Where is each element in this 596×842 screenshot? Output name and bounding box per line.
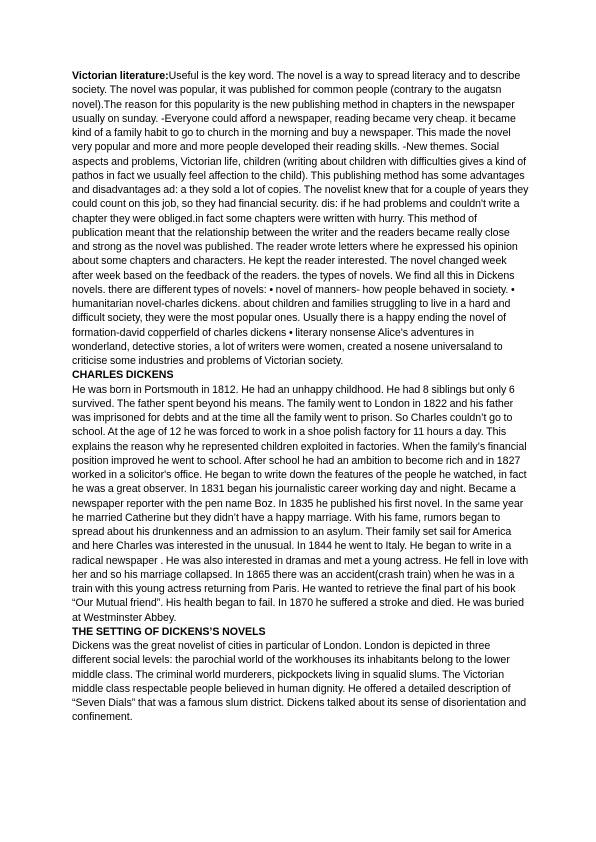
document-page <box>72 69 529 725</box>
section-heading-setting: THE SETTING OF DICKENS’S NOVELS <box>72 625 266 638</box>
charles-dickens-paragraph: He was born in Portsmouth in 1812. He had an unhappy childhood. He had 8 siblings but only 6 survived. The father spent beyond his means. The family went to London in 1822 and his father was imprisoned for debts and at the time all the family went to prison. So Charles couldn’t go to school. At the age of 12 he was forced to work in a shoe polish factory for 11 hours a day. This explains the reason why he represented children exploited in factories. When the family’s financial position improved he went to school. After school he had an ambition to become rich and in 1827 worked in a solicitor's office. He began to write down the features of the people he watched, in fact he was a great observer. In 1831 began his journalistic career working day and night. Became a newspaper reporter with the pen name Boz. In 1835 he published his first novel. In the same year he married Catherine but they didn’t have a happy marriage. With his fame, rumors began to spread about his drunkenness and an admission to an asylum. Their family set sail for America and here Charles was interested in the unusual. In 1844 he went to Italy. He began to write in a radical newspaper . He was also interested in dramas and met a young actress. He fell in love with her and so his marriage collapsed. In 1865 there was an accident(crash train) when he was in a train with this young actress returning from Paris. He wanted to retrieve the final part of his book “Our Mutual friend”. His health began to fail. In 1870 he suffered a stroke and died. He was buried at Westminster Abbey. <box>72 383 529 624</box>
setting-paragraph: Dickens was the great novelist of cities in particular of London. London is depicted in three different social levels: the parochial world of the workhouses its inhabitants belong to the lower middle class. The criminal world murderers, pickpockets living in squalid slums. The Victorian middle class respectable people believed in human dignity. He offered a detailed description of “Seven Dials” that was a famous slum district. Dickens talked about its sense of disorientation and confinement. <box>72 640 527 724</box>
section-heading-charles-dickens: CHARLES DICKENS <box>72 369 174 382</box>
intro-paragraph <box>72 69 529 368</box>
intro-lead: Victorian literature: <box>72 70 169 82</box>
intro-text: Useful is the key word. The novel is a way to spread literacy and to describe society. The novel was popular, it was published for common people (contrary to the augatsn novel).The reason for this popularity is the new publishing method in chapters in the newspaper usually on sunday. -Everyone could afford a newspaper, reading became very cheap. it became kind of a family habit to go to church in the morning and buy a newspaper. This made the novel very popular and more and more people developed their reading skills. -New themes. Social aspects and problems, Victorian life, children (writing about children with difficulties gives a kind of pathos in fact we usually feel affection to the child). This publishing method has some advantages and disadvantages ad: a they sold a lot of copies. The novelist knew that for a couple of years they could count on this job, so they had financial security. dis: if he had problems and couldn't write a chapter they were obliged.in fact some chapters were written with hurry. This method of publication meant that the relationship between the writer and the readers became really close and strong as the novel was published. The reader wrote letters where he expressed his opinion about some chapters and characters. He kept the reader interested. The novel changed week after week based on the feedback of the readers. the types of novels. We find all this in Dickens novels. there are different types of novels: • novel of manners- how people behaved in society. • humanitarian novel-charles dickens. about children and families struggling to live in a hard and difficult society, they were the most popular ones. Usually there is a happy ending the novel of formation-david copperfield of charles dickens • literary nonsense Alice's adventures in wonderland, detective stories, a lot of writers were women, created a nosene universaland to criticise some industries and problems of Victorian society. <box>72 70 529 367</box>
